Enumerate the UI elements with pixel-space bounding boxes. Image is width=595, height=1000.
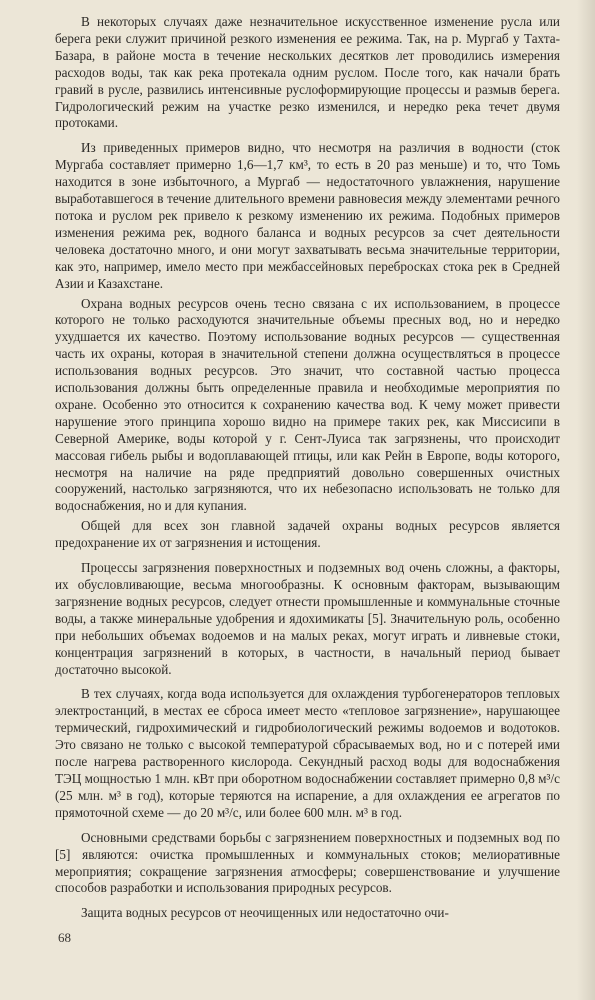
paragraph-4: Общей для всех зон главной задачей охраны водных ресурсов является предохранение их от загрязнения и истощения. (55, 518, 560, 551)
paragraph-1: В некоторых случаях даже незначительное искусственное изменение русла или берега реки служит причиной резкого изменения ее режима. Так, на р. Мургаб у Тахта-Базара, в районе моста в течение нескольких десятков лет проводились измерения расходов воды, так как река протекала одним руслом. После того, как начали брать гравий в русле, развились интенсивные руслоформирующие процессы и размыв берега. Гидрологический режим на участке резко изменился, и нередко река течет двумя протоками. (55, 14, 560, 131)
page-number: 68 (58, 930, 71, 945)
paragraph-6: В тех случаях, когда вода используется для охлаждения турбогенераторов тепловых электростанций, в местах ее сброса имеет место «тепловое загрязнение», нарушающее термический, гидрохимический и гидробиологический режимы водоемов и водотоков. Это связано не только с высокой температурой сбрасываемых вод, но и с потерей ими после нагрева растворенного кислорода. Секундный расход воды для водоснабжения ТЭЦ мощностью 1 млн. кВт при оборотном водоснабжении составляет примерно 0,8 м³/с (25 млн. м³ в год), которые теряются на испарение, а для охлаждения ее агрегатов по прямоточной схеме — до 20 м³/с, или более 600 млн. м³ в год. (55, 686, 560, 820)
paragraph-8: Защита водных ресурсов от неочищенных или недостаточно очи- (81, 905, 449, 921)
paragraph-2: Из приведенных примеров видно, что несмотря на различия в водности (сток Мургаба составляет примерно 1,6—1,7 км³, то есть в 20 раз меньше) и то, что Томь находится в зоне избыточного, а Мургаб — недостаточного увлажнения, нарушение выработавшегося в течение длительного времени равновесия между элементами речного потока и руслом рек привело к резкому изменению их режима. Подобных примеров изменения режима рек, водного баланса и водных ресурсов за счет деятельности человека достаточно много, и они могут захватывать весьма значительные территории, как это, например, имело место при межбассейновых перебросках стока рек в Средней Азии и Казахстане. (55, 140, 560, 291)
paragraph-3: Охрана водных ресурсов очень тесно связана с их использованием, в процессе которого не только расходуются значительные объемы пресных вод, но и нередко ухудшается их качество. Поэтому использование водных ресурсов — существенная часть их охраны, которая в значительной степени должна осуществляться в процессе использования водных ресурсов. Это значит, что составной частью процесса использования должны быть определенные правила и необходимые мероприятия по охране. Особенно это относится к сохранению качества вод. К чему может привести нарушение этого принципа хорошо видно на примере таких рек, как Миссисипи в Северной Америке, воды которой у г. Сент-Луиса так загрязнены, что происходит массовая гибель рыбы и водоплавающей птицы, или как Рейн в Европе, воды которого, несмотря на наличие на ряде предприятий довольно совершенных очистных сооружений, настолько загрязняются, что их небезопасно использовать не только для водоснабжения, но и для купания. (55, 295, 560, 514)
body-text (55, 14, 560, 925)
paragraph-5: Процессы загрязнения поверхностных и подземных вод очень сложны, а факторы, их обусловливающие, весьма многообразны. К основным факторам, вызывающим загрязнение водных ресурсов, следует отнести промышленные и коммунальные сточные воды, а также минеральные удобрения и ядохимикаты [5]. Значительную роль, особенно при небольших объемах водоемов и на малых реках, могут играть и ливневые стоки, концентрация загрязнений в которых, в частности, в начальный период бывает достаточно высокой. (55, 560, 560, 677)
paragraph-7: Основными средствами борьбы с загрязнением поверхностных и подземных вод по [5] являются: очистка промышленных и коммунальных стоков; мелиоративные мероприятия; сокращение загрязнения атмосферы; совершенствование и улучшение способов разработки и использования природных ресурсов. (55, 829, 560, 896)
page-edge-shadow (577, 0, 595, 1000)
